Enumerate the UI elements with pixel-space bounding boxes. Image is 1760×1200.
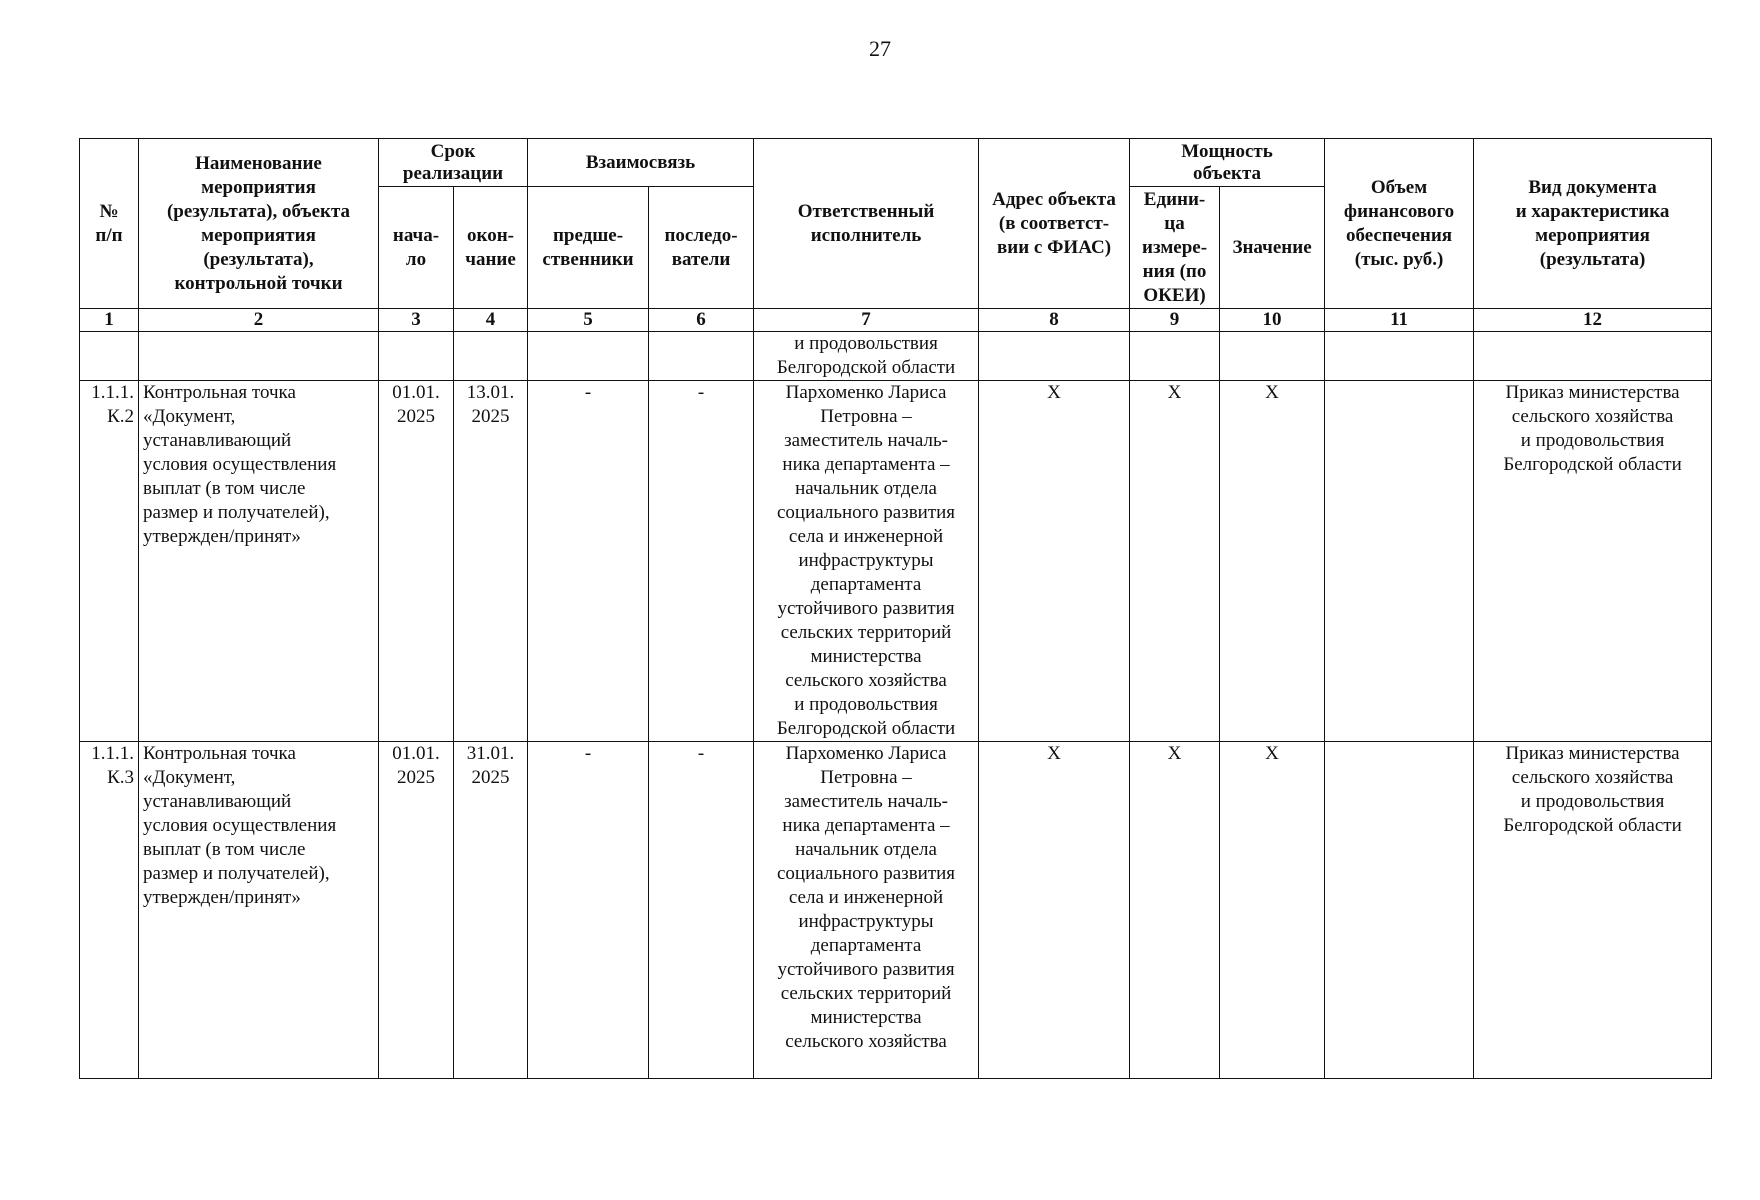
cell-value: X bbox=[1220, 381, 1325, 742]
cell-next: - bbox=[649, 742, 754, 1079]
header-address: Адрес объекта (в соответст- вии с ФИАС) bbox=[979, 139, 1130, 309]
cell-start: 01.01. 2025 bbox=[379, 381, 454, 742]
header-responsible: Ответственный исполнитель bbox=[754, 139, 979, 309]
column-number: 11 bbox=[1325, 309, 1474, 332]
cell-responsible: Пархоменко Лариса Петровна – заместитель началь- ника департамента – начальник отдела социального развития села и инженерной инфраструктуры департамента устойчивого развития сельских территорий министерства сельского хозяйства bbox=[754, 742, 979, 1079]
column-number: 9 bbox=[1130, 309, 1220, 332]
cell-name: Контрольная точка «Документ, устанавливающий условия осуществления выплат (в том числе размер и получателей), утвержден/принят» bbox=[139, 381, 379, 742]
header-doc-type: Вид документа и характеристика мероприятия (результата) bbox=[1474, 139, 1712, 309]
header-relation-prev: предше- ственники bbox=[528, 187, 649, 309]
column-number: 12 bbox=[1474, 309, 1712, 332]
header-relation: Взаимосвязь bbox=[528, 139, 754, 187]
column-number: 8 bbox=[979, 309, 1130, 332]
header-num: № п/п bbox=[80, 139, 139, 309]
cell-value: X bbox=[1220, 742, 1325, 1079]
column-number: 2 bbox=[139, 309, 379, 332]
header-period: Срок реализации bbox=[379, 139, 528, 187]
cell-address: X bbox=[979, 742, 1130, 1079]
cell-doc: Приказ министерства сельского хозяйства и продовольствия Белгородской области bbox=[1474, 381, 1712, 742]
cell-code: 1.1.1. К.3 bbox=[80, 742, 139, 1079]
cell-end: 31.01. 2025 bbox=[454, 742, 528, 1079]
header-name: Наименование мероприятия (результата), объекта мероприятия (результата), контрольной точки bbox=[139, 139, 379, 309]
header-funding: Объем финансового обеспечения (тыс. руб.) bbox=[1325, 139, 1474, 309]
cell-unit: X bbox=[1130, 742, 1220, 1079]
column-number: 6 bbox=[649, 309, 754, 332]
header-capacity-unit: Едини- ца измере- ния (по ОКЕИ) bbox=[1130, 187, 1220, 309]
cell-name: Контрольная точка «Документ, устанавливающий условия осуществления выплат (в том числе размер и получателей), утвержден/принят» bbox=[139, 742, 379, 1079]
table-row-continuation bbox=[80, 332, 1712, 381]
column-number: 10 bbox=[1220, 309, 1325, 332]
header-capacity-value: Значение bbox=[1220, 187, 1325, 309]
cell-doc: Приказ министерства сельского хозяйства и продовольствия Белгородской области bbox=[1474, 742, 1712, 1079]
cell-funding bbox=[1325, 742, 1474, 1079]
header-relation-next: последо- ватели bbox=[649, 187, 754, 309]
column-number: 3 bbox=[379, 309, 454, 332]
cell-address: X bbox=[979, 381, 1130, 742]
cell-funding bbox=[1325, 381, 1474, 742]
cell-prev: - bbox=[528, 742, 649, 1079]
header-capacity: Мощность объекта bbox=[1130, 139, 1325, 187]
column-number: 5 bbox=[528, 309, 649, 332]
cell-prev: - bbox=[528, 381, 649, 742]
cell-responsible: и продовольствия Белгородской области bbox=[754, 332, 979, 381]
column-number-row bbox=[80, 309, 1712, 332]
cell-code: 1.1.1. К.2 bbox=[80, 381, 139, 742]
plan-table bbox=[79, 138, 1712, 1079]
header-period-end: окон- чание bbox=[454, 187, 528, 309]
column-number: 1 bbox=[80, 309, 139, 332]
cell-end: 13.01. 2025 bbox=[454, 381, 528, 742]
column-number: 4 bbox=[454, 309, 528, 332]
header-period-start: нача- ло bbox=[379, 187, 454, 309]
cell-unit: X bbox=[1130, 381, 1220, 742]
page-number: 27 bbox=[869, 36, 891, 61]
column-number: 7 bbox=[754, 309, 979, 332]
cell-responsible: Пархоменко Лариса Петровна – заместитель началь- ника департамента – начальник отдела социального развития села и инженерной инфраструктуры департамента устойчивого развития сельских территорий министерства сельского хозяйства и продовольствия Белгородской области bbox=[754, 381, 979, 742]
table-row bbox=[80, 381, 1712, 742]
cell-next: - bbox=[649, 381, 754, 742]
cell-start: 01.01. 2025 bbox=[379, 742, 454, 1079]
table-row bbox=[80, 742, 1712, 1079]
